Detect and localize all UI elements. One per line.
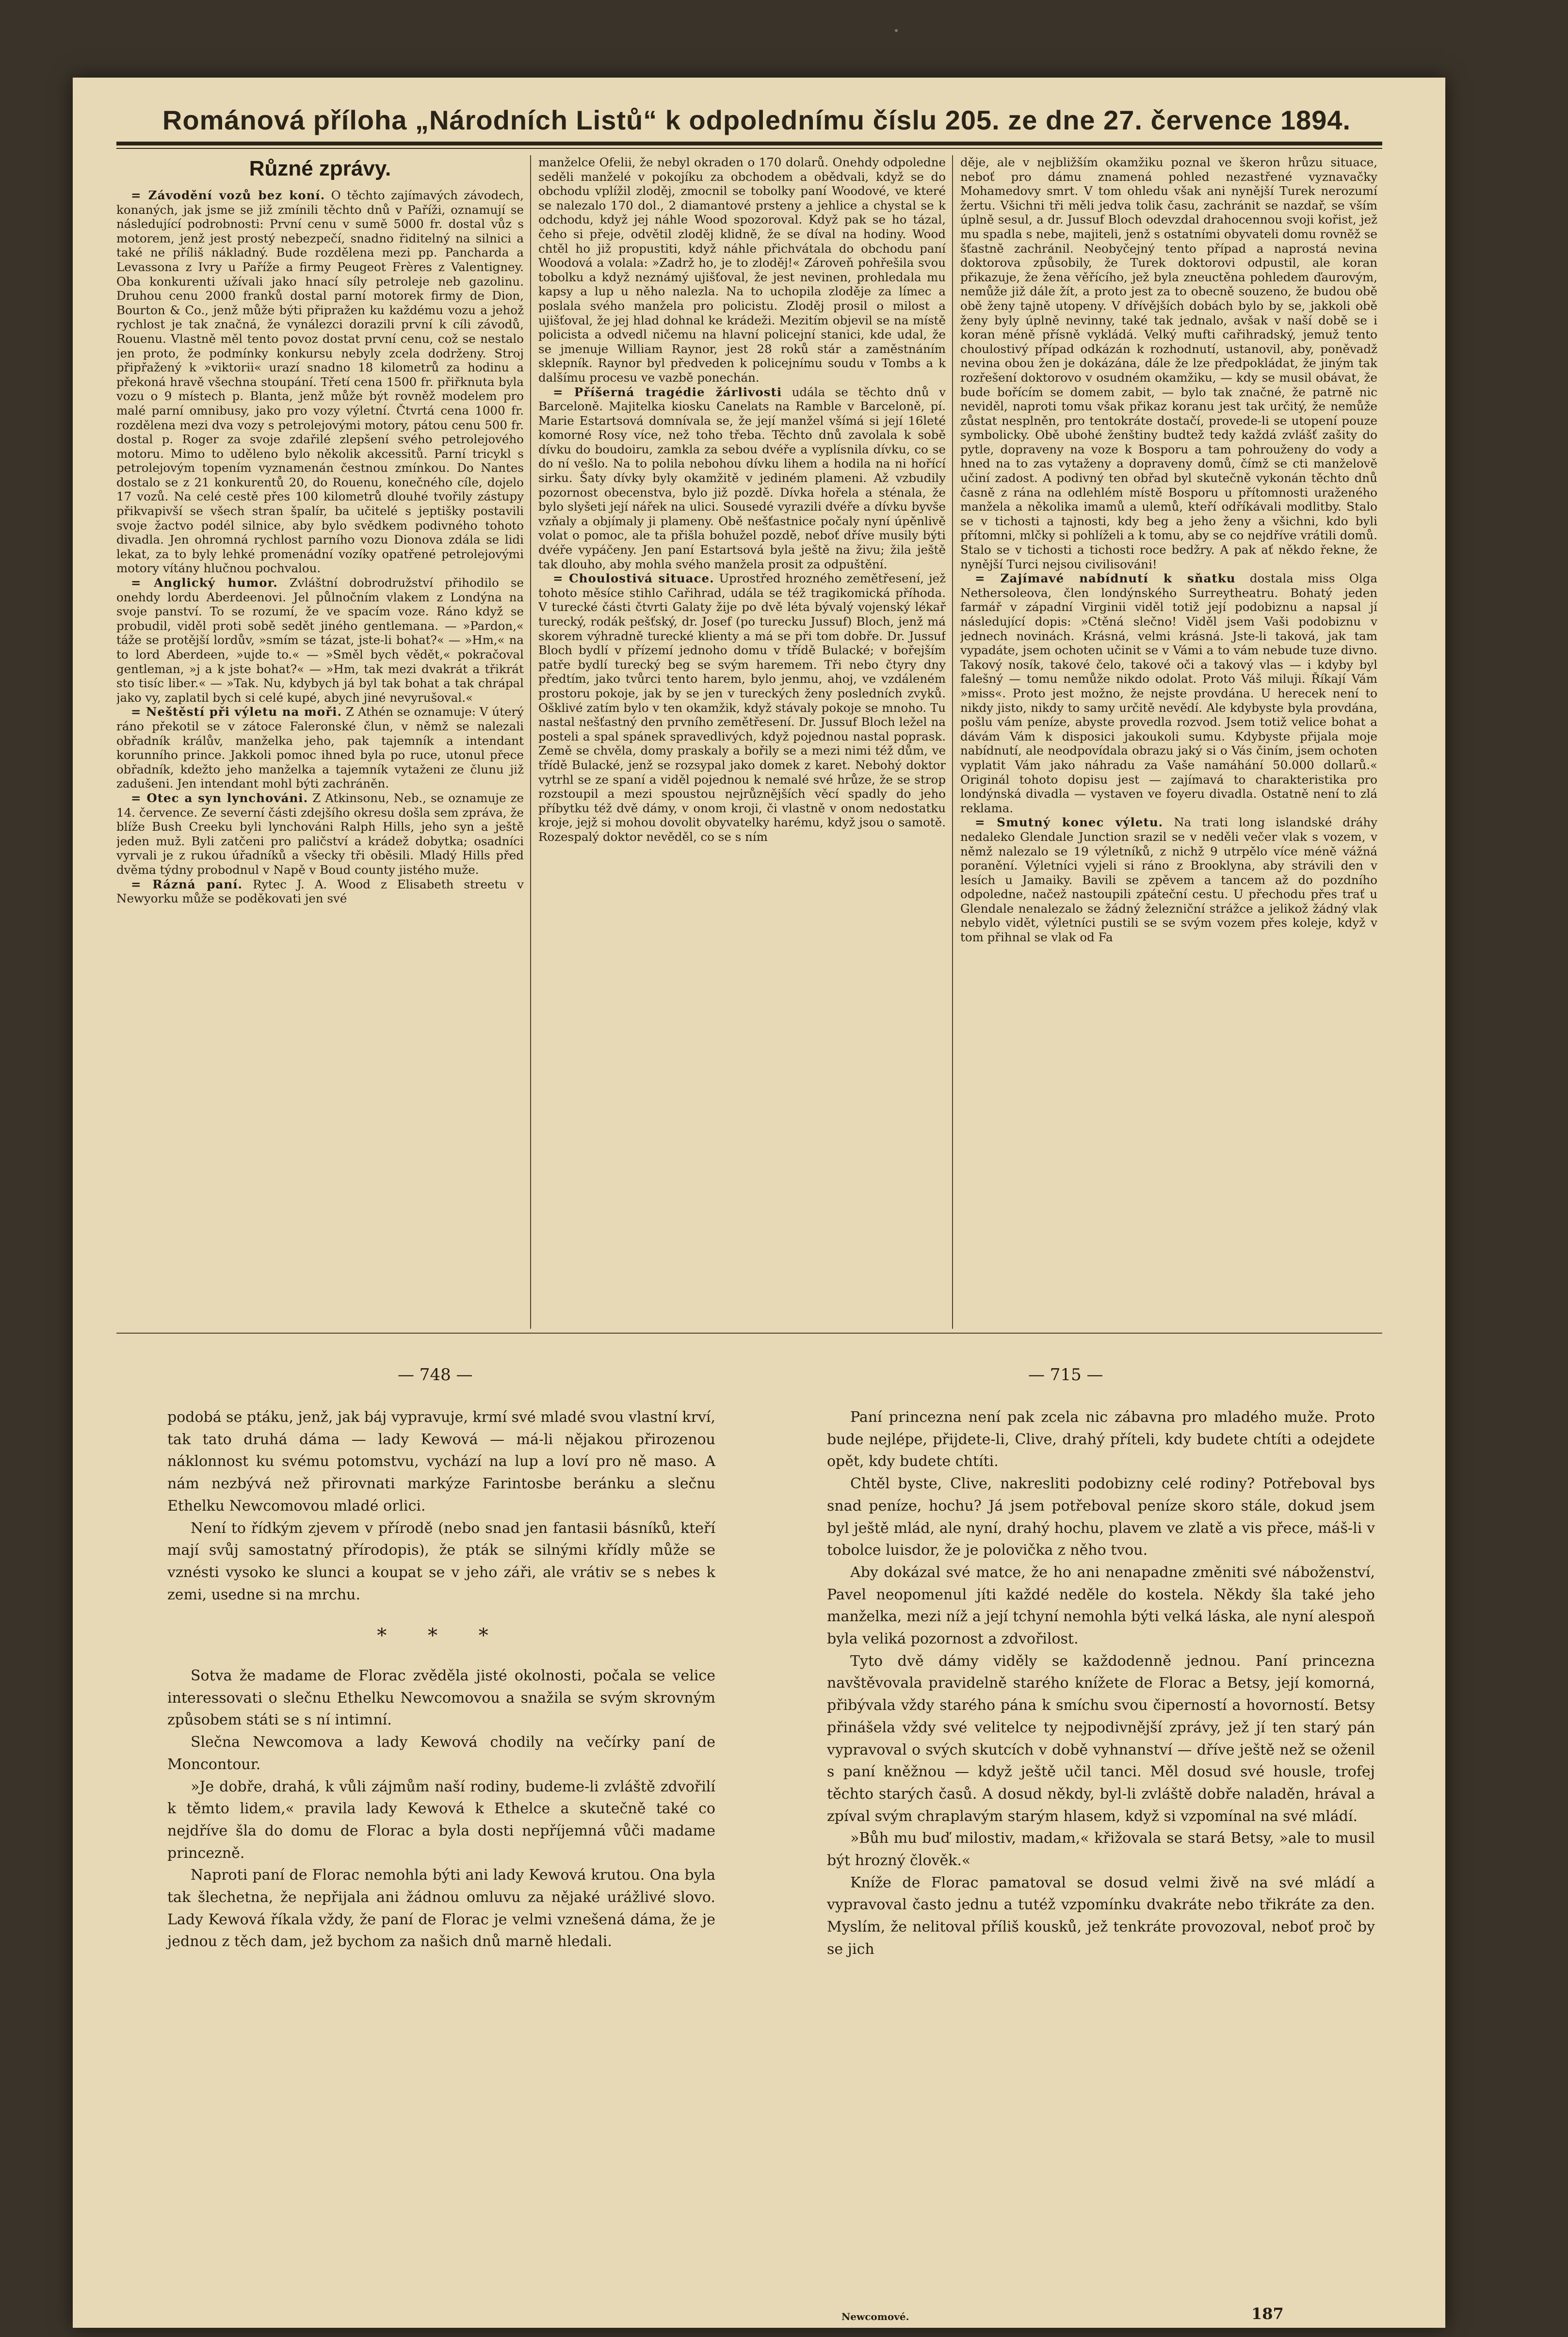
column-divider: [530, 155, 531, 1329]
news-text: udála se těchto dnů v Barceloně. Majitelka kiosku Canelats na Ramble v Barceloně, pí. Marie Estartsová domnívala se, že její manžel všímá si její 16leté komorné Rosy více, než toho třeba. Těchto dnů zavolala k sobě dívku do boudoiru, zamkla za sebou dvéře a vyplísnila dívku, co se do ní vešlo. Na to polila nebohou dívku lihem a hodila na ni hořící sirku. Šaty dívky byly okamžitě v jediném plameni. Až vzbudily pozornost obecenstva, bylo již pozdě. Dívka hořela a sténala, že bylo slyšeti její nářek na ulici. Sousedé vyrazili dvéře a dívku byvše vzňaly a objímaly ji plameny. Obě nešťastnice počaly nyní úpěnlivě volat o pomoc, ale ta přišla bohužel pozdě, neboť dříve musily býti dvéře vypáčeny. Jen paní Estartsová byla ještě na živu; žila ještě tak dlouho, aby mohla svého manžela prosit za odpuštění.: [538, 385, 946, 571]
news-rubric: = Anglický humor.: [131, 576, 278, 590]
novel-paragraph: Chtěl byste, Clive, nakresliti podobizny celé rodiny? Potřeboval bys snad peníze, hochu? Já jsem potřeboval peníze skoro stále, dokud jsem byl ještě mlád, ale nyní, drahý hochu, plavem ve zlatě a vis přece, máš-li v tobolce luisdor, že je polovička z něho tvou.: [827, 1475, 1375, 1559]
column-divider: [952, 155, 953, 1329]
novel-paragraph: Tyto dvě dámy viděly se každodenně jednou. Paní princezna navštěvovala pravidelně starého knížete de Florac a Betsy, její komorná, přibývala vždy starého pána k smíchu svou čiperností a hovorností. Betsy přinášela vždy své velitelce ty nejpodivnější zprávy, jež jí ten starý pán vypravoval o svých skutcích v době vyhnanství — dříve ještě než se oženil s paní kněžnou — když ještě učil tanci. Měl dosud své housle, trofej těchto starých časů. A dosud někdy, byl-li zvláště dobře naladěn, hrával a zpíval svým chraplavým starým hlasem, když si vzpomínal na své mládí.: [827, 1652, 1375, 1825]
novel-paragraph: Aby dokázal své matce, že ho ani nenapadne změniti své náboženství, Pavel neopomenul jíti každé neděle do kostela. Někdy šla také jeho manželka, mezi níž a její tchyní nemohla býti velká láska, ale nyní alespoň byla veliká pozornost a zdvořilost.: [827, 1563, 1375, 1648]
speck: [895, 29, 898, 32]
novel-paragraph: »Je dobře, drahá, k vůli zájmům naší rodiny, budeme-li zvláště zdvořilí k těmto lidem,« pravila lady Kewová k Ethelce a skutečně také co nejdříve šla do domu de Florac a byla dosti nepříjemná vůči madame princezně.: [167, 1778, 715, 1862]
news-rubric: = Závodění vozů bez koní.: [131, 188, 325, 202]
novel-paragraph: Sotva že madame de Florac zvěděla jisté okolnosti, počala se velice interessovati o slečnu Ethelku Newcomovou a snažila se svým skrovným způsobem státi se s ní intimní.: [167, 1667, 715, 1729]
novel-paragraph: Kníže de Florac pamatoval se dosud velmi živě na své mládí a vypravoval často jednu a tutéž vzpomínku dvakráte nebo třikráte za den. Myslím, že nelitoval příliš kousků, jež tenkráte provozoval, neboť proč by se jich: [827, 1874, 1375, 1958]
section-break-stars: * * *: [377, 1625, 506, 1647]
section-heading: Různé zprávy.: [249, 157, 391, 180]
news-continuation: manželce Ofelii, že nebyl okraden o 170 dolarů. Onehdy odpoledne seděli manželé v pokojíku za obchodem a obědvali, když se do obchodu vplížil zloděj, zmocnil se tobolky paní Woodové, ve které se nalezalo 170 dol., 2 diamantové prsteny a jehlice a chystal se k odchodu, když jej náhle Wood spozoroval. Když pak se ho tázal, čeho si přeje, odvětil zloděj klidně, že se díval na hodiny. Wood chtěl ho již propustiti, když náhle přichvátala do obchodu paní Woodová a volala: »Zadrž ho, je to zloděj!« Zároveň pohřešila svou tobolku a když neznámý ujišťoval, že jest nevinen, prohledala mu kapsy a lup u něho nalezla. Na to uchopila zloděje za límec a poslala svého manžela pro policistu. Zloděj prosil o milost a ujišťoval, že jej hlad dohnal ke krádeži. Mezitím objevil se na místě policista a odvedl ničemu na hlavní policejní stanici, kde udal, že se jmenuje William Raynor, jest 28 roků stár a zaměstnáním sklepník. Raynor byl předveden k policejnímu soudu v Tombs a k dalšímu procesu ve vazbě ponechán.: [538, 155, 946, 385]
sheet-number: 187: [1251, 2305, 1284, 2323]
header-rule: [116, 142, 1382, 145]
news-item: [538, 571, 946, 844]
novel-paragraph: Naproti paní de Florac nemohla býti ani lady Kewová krutou. Ona byla tak šlechetna, že nepřijala ani žádnou omluvu za nějaké urážlivé slovo. Lady Kewová říkala vždy, že paní de Florac je velmi vznešená dáma, že je jednou z těch dam, jež bychom za našich dnů marně hledali.: [167, 1867, 715, 1950]
running-title: Newcomové.: [841, 2311, 909, 2322]
news-rubric: = Choulostivá situace.: [553, 571, 714, 586]
news-rubric: = Smutný konec výletu.: [975, 815, 1164, 830]
news-text: dostala miss Olga Nethersoleova, člen londýnského Surreytheatru. Bohatý jeden farmář v západní Virginii viděl totiž její podobiznu a napsal jí následující dopis: »Ctěná slečno! Viděl jsem Vaši podobiznu v jednech novinách. Krásná, velmi krásná. Jste-li taková, jak tam vypadáte, jsem ochoten učinit se v Vámi a to vám nebude tuze divno. Takový nosík, takové čelo, takové oči a takový vlas — i kdyby byl falešný — tomu nemůže nikdo odolat. Proto Váš miluji. Říkají Vám »miss«. Proto jest možno, že nejste provdána. U herecek není to nikdy jisto, nikdy to samy určitě nevědí. Ale kdybyste byla provdána, pošlu vám peníze, abyste provedla rozvod. Jsem totiž velice bohat a dávám Vám k disposici jakoukoli sumu. Kdybyste přijala moje nabídnutí, ale neodpovídala obrazu jaký si o Vás činím, jsem ochoten vyplatit Vám jako náhradu za Vaše namáhání 50.000 dollarů.« Originál tohoto dopisu jest — zajímavá to charakteristika pro londýnská divadla — vystaven ve foyeru divadla. Ostatně není to zlá reklama.: [960, 571, 1377, 815]
page-number-right: — 715 —: [1028, 1365, 1103, 1385]
news-text: Rytec J. A. Wood z Elisabeth streetu v Newyorku může se poděkovati jen své: [116, 877, 524, 906]
column-2: [538, 155, 946, 1329]
novel-paragraph: Paní princezna není pak zcela nic zábavna pro mladého muže. Proto bude nejlépe, přijdete-li, Clive, drahý příteli, kdy budete chtíti a odejdete opět, kdy budete chtíti.: [827, 1409, 1375, 1470]
news-continuation: děje, ale v nejbližším okamžiku poznal ve škeron hrůzu situace, neboť pro dámu znamená pohled nezastřené vyznavačky Mohamedovy smrt. V tom ohledu však ani nynější Turek nerozumí žertu. Všichni tři měli jedva tolik času, zachránit se nazdař, se vším úplně sesul, a dr. Jussuf Bloch odevzdal drahocennou svoji kořist, jež mu spadla s nebe, majiteli, jenž s ostatními obyvateli domu rovněž se šťastně zachránil. Neobyčejný tento případ a naprostá nevina doktorova způsobily, že Turek doktorovi odpustil, ale koran přikazuje, že žena věřícího, jež byla zneuctěna pohledem ďaurovým, nemůže již dále žít, a proto jest za to obecně souzeno, že budou obě obě ženy tajně utopeny. V dřívějších dobách bylo by se, jakkoli obě ženy byly úplně nevinny, také tak jednalo, avšak v naší době se i koran méně přísně vykládá. Velký mufti cařihradský, jemuž tento choulostivý případ odkázán k rozhodnutí, ustanovil, aby, poněvadž nevina obou žen je dokázána, dále že lze předpokládat, že jiným tak rozřešení doktorovo v osudném okamžiku, — kdy se musil obávat, že bude bořícím se domem zabit, — bylo tak značné, že patrně nic neviděl, naproti tomu však přikaz koranu jest tak určitý, že nemůže zůstat nesplněn, pro tentokráte dostačí, provede-li se utopení pouze symbolicky. Obě ubohé ženštiny budtež tedy každá zvlášť zašity do pytle, dopraveny na voze k Bosporu a tam pohrouženy do vody a hned na to zas vytaženy a dopraveny domů, čímž se cti manželově učiní zadost. A podivný ten obřad byl skutečně vykonán těchto dnů časně z rána na odlehlém místě Bosporu u přítomnosti uraženého manžela a několika imamů a ulemů, kteří odříkávali modlitby. Stalo se v tichosti a tajnosti, kdy beg a jeho ženy a všichni, kdo byli přítomni, mlčky si pohlíželi a k tomu, aby se co nejdříve vrátili domů. Stalo se v tichosti a tichosti roce bedžry. A pak ať někdo řekne, že nynější Turci nejsou civilisováni!: [960, 155, 1377, 571]
news-text: Uprostřed hrozného zemětřesení, jež tohoto měsíce stihlo Cařihrad, udála se též tragikomická příhoda. V turecké části čtvrti Galaty žije po dvě léta bývalý vojenský lékař turecký, rodák pešťský, dr. Josef (po turecku Jussuf) Bloch, jenž má skorem výhradně turecké klienty a má se při tom dobře. Dr. Jussuf Bloch bydlí v přízemí jednoho domu v třídě Bulacké; v bořejším patře bydlí turecký beg se svým haremem. Tři nebo čtyry dny předtím, jako tvůrci tento harem, bylo jenmu, ahoj, ve vzdáleném prostoru pokoje, jak by se jen v tureckých ženy posledních zvyků. Ošklivé zatím bylo v ten okamžik, když stávaly pokoje se mnoho. Tu nastal nešťastný den prvního zemětřesení. Dr. Jussuf Bloch ležel na posteli a spal spánek spravedlivých, když pojednou nastal poprask. Země se chvěla, domy praskaly a bořily se a mezi nimi též dům, ve třídě Bulacké, jenž se rozsypal jako domek z karet. Nebohý doktor vytrhl se ze spaní a viděl pojednou k nemalé své hrůze, že se strop rozstoupil a mezi spoustou nejrůznějších věcí spadly do jeho příbytku též dvě dámy, v onom kroji, či vlastně v onom nedostatku kroje, jejž si mohou dovolit obyvatelky harému, když jsou o samotě. Rozespalý doktor nevěděl, co se s ním: [538, 571, 946, 844]
novel-page-right: [827, 1406, 1375, 1961]
news-text: Z Atkinsonu, Neb., se oznamuje ze 14. července. Ze severní části zdejšího okresu došla sem zpráva, že blíže Bush Creeku byli lynchováni Ralph Hills, jeho syn a ještě jeden muž. Byli zatčeni pro paličství a krádež dobytka; osadníci vyrvali je z rukou úřadníků a všecky tři oběsili. Mladý Hills před dvěma týdny probodnul v Napě v Boud county jistého muže.: [116, 790, 524, 877]
column-3: [960, 155, 1377, 1329]
section-divider: [116, 1333, 1382, 1334]
novel-paragraph: Není to řídkým zjevem v přírodě (nebo snad jen fantasii básníků, kteří mají svůj samostatný přírodopis), že pták se silnými křídly může se vznésti vysoko ke slunci a koupat se v jeho záři, ale vrátiv se s nebes k zemi, usedne si na mrchu.: [167, 1519, 715, 1603]
news-text: Zvláštní dobrodružství přihodilo se onehdy lordu Aberdeenovi. Jel půlnočním vlakem z Londýna na svoje panství. To se rozumí, že ve spacím voze. Ráno když se probudil, viděl proti sobě sedět jiného gentlemana. — »Pardon,« táže se protější lordův, »smím se tázat, jste-li bohat?« — »Hm,« na to lord Aberdeen, »ujde to.« — »Směl bych vědět,« pokračoval gentleman, »j a k jste bohat?« — »Hm, tak mezi dvakrát a třikrát sto tisíc liber.« — »Tak. Nu, kdybych já byl tak bohat a tak chrápal jako vy, zaplatil bych si celé kupé, abych jiné nevyrušoval.«: [116, 576, 524, 705]
news-rubric: = Zajímavé nabídnutí k sňatku: [975, 571, 1236, 586]
news-rubric: = Neštěstí při výletu na moři.: [131, 705, 342, 719]
news-text: O těchto zajímavých závodech, konaných, jak jsme se již zmínili těchto dnů v Paříži, oznamují se následující podrobnosti: První cenu v sumě 5000 fr. dostal vůz s motorem, jenž jest prostý nebezpečí, snadno řiditelný na silnici a také ne příliš nákladný. Bude rozdělena mezi pp. Pancharda a Levassona z Ivry u Paříže a firmy Peugeot Frères z Valentigney. Oba konkurenti užívali jako hnací síly petroleje neb gazolinu. Druhou cenu 2000 franků dostal parní motorek firmy de Dion, Bourton & Co., jenž může býti připražen ku každému vozu a jehož rychlost je tak značná, že vynálezci dorazili první k cíli závodů, Rouenu. Vlastně měl tento povoz dostat první cenu, což se nestalo jen proto, že podmínky konkursu nebyly zcela dodrženy. Stroj připřažený k »viktorii« urazí snadno 18 kilometrů za hodinu a překoná hravě všechna stoupání. Třetí cena 1500 fr. přiřknuta byla vozu o 9 místech p. Blanta, jenž může být rovněž modelem pro malé parní omnibusy, jako pro vozy výletní. Čtvrtá cena 1000 fr. rozdělena mezi dva vozy s petrolejovými motory, pátou cenu 500 fr. dostal p. Roger za svoje zdařilé zlepšení svého petrolejového motoru. Mimo to uděleno bylo několik akcessitů. Parní tricykl s petrolejovým topením vyznamenán čestnou zmínkou. Do Nantes dostalo se z 21 konkurentů 20, do Rouenu, konečného cíle, dojelo 17 vozů. Na celé cestě přes 100 kilometrů dlouhé tvořily zástupy přikvapivší se všech stran špalír, ba učitelé s jeptišky postavili svoje žactvo podél silnice, aby bylo svědkem podivného tohoto divadla. Jen ohromná rychlost parního vozu Dionova zdála se lidi lekat, za to byly lehké promenádní vozíky opatřené petrolejovými motory vítány hlučnou pochvalou.: [116, 188, 524, 576]
news-rubric: = Otec a syn lynchováni.: [131, 790, 308, 805]
page-number-left: — 748 —: [398, 1365, 473, 1385]
news-item: [960, 815, 1377, 944]
column-1: [116, 155, 524, 1329]
news-item: [960, 571, 1377, 815]
news-item: [116, 705, 524, 791]
news-item: [116, 877, 524, 906]
page-header: Románová příloha „Národních Listů“ k odpolednímu číslu 205. ze dne 27. července 1894.: [162, 105, 1351, 135]
news-item: [538, 385, 946, 572]
news-text: Z Athén se oznamuje: V úterý ráno překotil se v zátoce Faleronské člun, v němž se nalezali obřadník králův, manželka jeho, pak tajemník a intendant korunního prince. Jakkoli pomoc ihned byla po ruce, utonul přece obřadník, kdežto jeho manželka a tajemník vytaženi ze člunu již zadušeni. Jen intendant mohl býti zachráněn.: [116, 705, 524, 791]
header-rule-thin: [116, 148, 1382, 149]
novel-page-left: [167, 1406, 715, 1953]
novel-paragraph: podobá se ptáku, jenž, jak báj vypravuje, krmí své mladé svou vlastní krví, tak tato druhá dáma — lady Kewová — má-li nějakou přirozenou náklonnost ku svému potomstvu, vychází na lup a loví pro ně maso. A nám nezbývá než přirovnati markýze Farintosbe beránku a slečnu Ethelku Newcomovou mladé orlici.: [167, 1409, 715, 1515]
news-item: [116, 576, 524, 705]
news-rubric: = Rázná paní.: [131, 877, 243, 891]
news-item: [116, 188, 524, 576]
news-item: [116, 791, 524, 877]
news-rubric: = Příšerná tragédie žárlivosti: [553, 385, 782, 399]
news-text: Na trati long islandské dráhy nedaleko Glendale Junction srazil se v neděli večer vlak s vozem, v němž nalezalo se 19 výletníků, z nichž 9 utrpělo více méně vážná poranění. Výletníci vyjeli si ráno z Brooklyna, aby strávili den v lesích u Jamaiky. Bavili se zpěvem a tancem až do pozdního odpoledne, načež nastoupili zpáteční cestu. U přechodu přes trať u Glendale nenalezalo se žádný železniční strážce a jelikož žádný vlak nebylo vidět, výletníci pustili se se svým vozem přes koleje, když v tom přihnal se vlak od Fa: [960, 815, 1377, 945]
novel-paragraph: Slečna Newcomova a lady Kewová chodily na večírky paní de Moncontour.: [167, 1734, 715, 1773]
novel-paragraph: »Bůh mu buď milostiv, madam,« křižovala se stará Betsy, »ale to musil být hrozný člověk.«: [827, 1830, 1375, 1870]
